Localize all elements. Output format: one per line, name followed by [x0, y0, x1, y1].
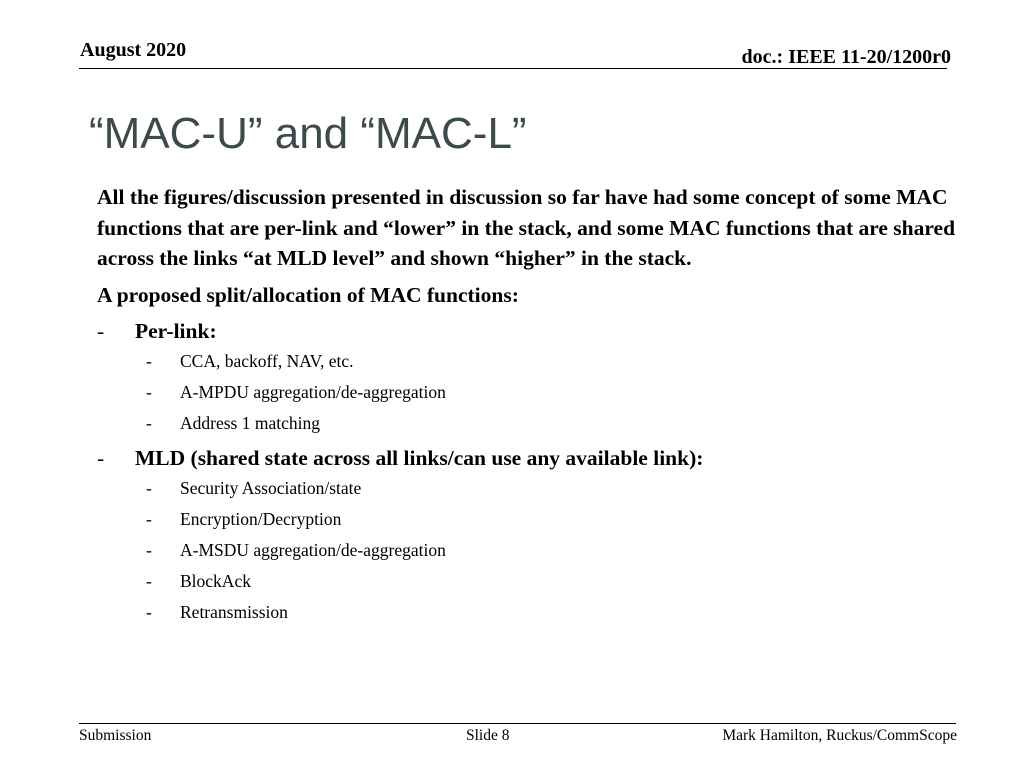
section-label: MLD (shared state across all links/can use any available link):	[135, 446, 704, 470]
list-item-text: A-MPDU aggregation/de-aggregation	[180, 382, 446, 402]
list-item-text: Encryption/Decryption	[180, 509, 342, 529]
list-item	[97, 570, 977, 592]
list-item	[97, 601, 977, 623]
bullet-dash: -	[146, 540, 152, 560]
list-item	[97, 412, 977, 434]
bullet-dash: -	[97, 319, 105, 343]
list-item-text: Address 1 matching	[180, 413, 320, 433]
proposal-paragraph: A proposed split/allocation of MAC functions:	[97, 282, 519, 307]
footer-author: Mark Hamilton, Ruckus/CommScope	[722, 727, 957, 744]
footer-divider	[79, 723, 956, 724]
bullet-dash: -	[146, 509, 152, 529]
section-label: Per-link:	[135, 319, 217, 343]
bullet-dash: -	[146, 351, 152, 371]
header-doc-id: doc.: IEEE 11-20/1200r0	[741, 46, 951, 68]
list-item-text: CCA, backoff, NAV, etc.	[180, 351, 354, 371]
intro-paragraph: All the figures/discussion presented in discussion so far have had some concept of some MAC functions that are per-link and “lower” in the stack, and some MAC functions that are shared across the links “at MLD level” and shown “higher” in the stack.	[97, 185, 956, 270]
footer-submission: Submission	[79, 727, 152, 744]
list-item-text: Retransmission	[180, 602, 288, 622]
slide-title: “MAC-U” and “MAC-L”	[89, 109, 527, 158]
list-item	[97, 539, 977, 561]
slide-body	[97, 182, 977, 632]
list-item-text: BlockAck	[180, 571, 251, 591]
list-item	[97, 350, 977, 372]
bullet-dash: -	[97, 446, 105, 470]
bullet-dash: -	[146, 571, 152, 591]
bullet-dash: -	[146, 413, 152, 433]
header-divider	[79, 68, 947, 69]
section-mld	[97, 443, 977, 473]
list-item	[97, 477, 977, 499]
list-item-text: A-MSDU aggregation/de-aggregation	[180, 540, 446, 560]
bullet-dash: -	[146, 602, 152, 622]
bullet-dash: -	[146, 478, 152, 498]
list-item-text: Security Association/state	[180, 478, 362, 498]
list-item	[97, 381, 977, 403]
header-date: August 2020	[80, 39, 187, 61]
list-item	[97, 508, 977, 530]
bullet-dash: -	[146, 382, 152, 402]
footer-slide-number: Slide 8	[466, 727, 510, 744]
section-per-link	[97, 316, 977, 346]
